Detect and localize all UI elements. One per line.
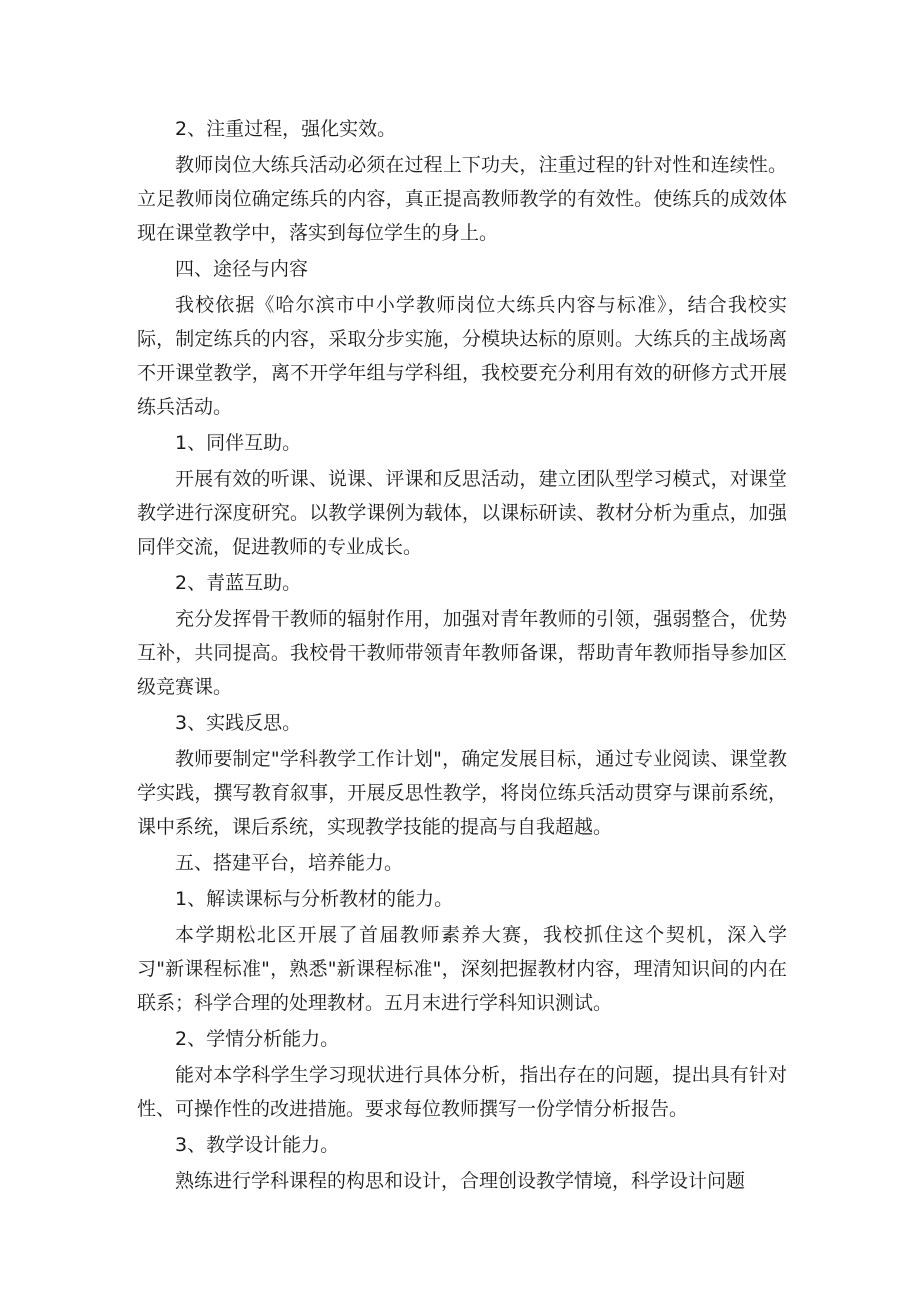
heading-process-effectiveness: 2、注重过程，强化实效。 xyxy=(175,118,397,140)
paragraph-approach: 我校依据《哈尔滨市中小学教师岗位大练兵内容与标准》，结合我校实际，制定练兵的内容，采取分步实施，分模块达标的原则。大练兵的主战场离不开课堂教学，离不开学年组与学科组，我校要充分利用有效的研修方式开展练兵活动。 xyxy=(137,294,787,418)
paragraph-curriculum-analysis: 本学期松北区开展了首届教师素养大赛，我校抓住这个契机，深入学习"新课程标准"，熟悉"新课程标准"，深刻把握教材内容，理清知识间的内在联系；科学合理的处理教材。五月末进行学科知识测试。 xyxy=(137,924,787,1014)
heading-learning-analysis: 2、学情分析能力。 xyxy=(175,1028,340,1050)
document-body xyxy=(137,112,787,1200)
heading-practice-reflection: 3、实践反思。 xyxy=(175,712,302,734)
heading-peer-support: 1、同伴互助。 xyxy=(175,432,302,454)
heading-teaching-design: 3、教学设计能力。 xyxy=(175,1134,340,1156)
paragraph-process: 教师岗位大练兵活动必须在过程上下功夫，注重过程的针对性和连续性。立足教师岗位确定练兵的内容，真正提高教师教学的有效性。使练兵的成效体现在课堂教学中，落实到每位学生的身上。 xyxy=(137,154,787,244)
heading-mentoring: 2、青蓝互助。 xyxy=(175,572,302,594)
paragraph-peer-support: 开展有效的听课、说课、评课和反思活动，建立团队型学习模式，对课堂教学进行深度研究。以教学课例为载体，以课标研读、教材分析为重点，加强同伴交流，促进教师的专业成长。 xyxy=(137,468,787,558)
section-heading-platform: 五、搭建平台，培养能力。 xyxy=(175,852,404,874)
paragraph-practice-reflection: 教师要制定"学科教学工作计划"，确定发展目标，通过专业阅读、课堂教学实践，撰写教育叙事，开展反思性教学，将岗位练兵活动贯穿与课前系统，课中系统，课后系统，实现教学技能的提高与自我超越。 xyxy=(137,748,787,838)
paragraph-teaching-design: 熟练进行学科课程的构思和设计，合理创设教学情境，科学设计问题 xyxy=(175,1170,746,1192)
heading-curriculum-analysis: 1、解读课标与分析教材的能力。 xyxy=(175,888,454,910)
section-heading-approach: 四、途径与内容 xyxy=(175,258,309,280)
paragraph-mentoring: 充分发挥骨干教师的辐射作用，加强对青年教师的引领，强弱整合，优势互补，共同提高。我校骨干教师带领青年教师备课，帮助青年教师指导参加区级竞赛课。 xyxy=(137,608,787,698)
paragraph-learning-analysis: 能对本学科学生学习现状进行具体分析，指出存在的问题，提出具有针对性、可操作性的改进措施。要求每位教师撰写一份学情分析报告。 xyxy=(137,1064,787,1120)
